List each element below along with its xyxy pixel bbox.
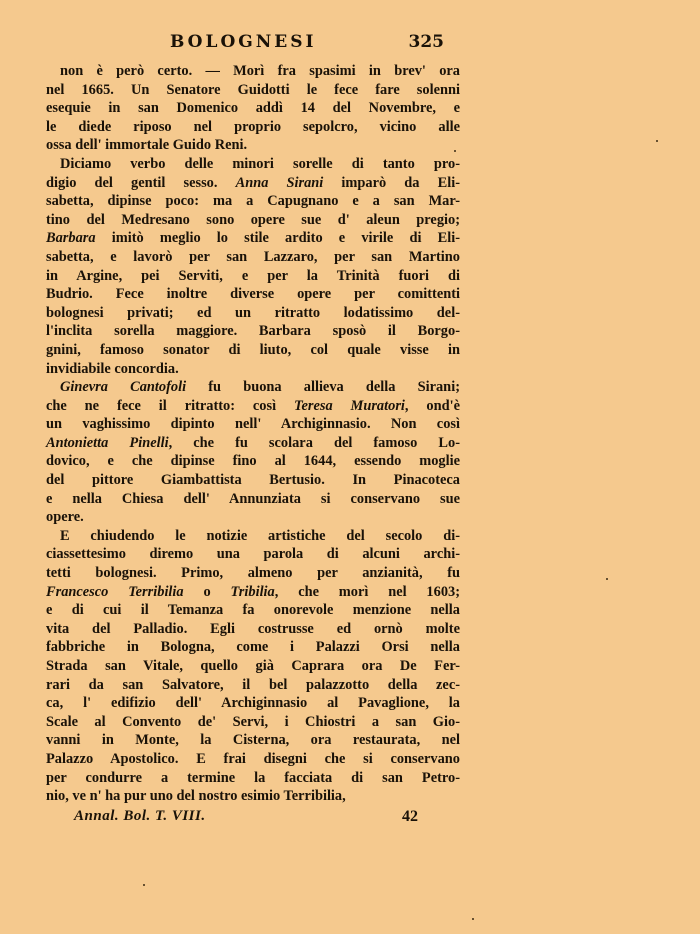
scan-speck (472, 918, 474, 920)
text-run: rari da san Salvatore, il bel palazzotto della zec- (46, 676, 460, 693)
text-line (46, 750, 460, 769)
running-head: BOLOGNESI (170, 32, 317, 52)
italic-name: Tribilia (230, 583, 275, 600)
text-run: ciassettesimo diremo una parola di alcuni archi- (46, 546, 460, 563)
text-run: , ond'è (404, 397, 460, 414)
text-line (46, 267, 460, 286)
italic-name: Antonietta Pinelli (46, 434, 169, 451)
text-line (46, 322, 460, 341)
text-run: e nella Chiesa dell' Annunziata si conservano sue (46, 490, 460, 507)
text-run: tino del Medresano sono opere sue d' aleun pregio; (46, 211, 460, 228)
text-line (46, 248, 460, 267)
text-line (46, 118, 460, 137)
text-line (46, 564, 460, 583)
text-run: esequie in san Domenico addì 14 del Novembre, e (46, 100, 460, 117)
italic-name: Francesco Terribilia (46, 583, 184, 600)
text-line (46, 229, 460, 248)
paragraph (46, 62, 460, 155)
text-run: l'inclita sorella maggiore. Barbara sposò il Borgo- (46, 323, 460, 340)
text-line (46, 192, 460, 211)
text-run: Diciamo verbo delle minori sorelle di tanto pro- (60, 155, 460, 172)
text-line (46, 397, 460, 416)
text-run: ossa dell' immortale Guido Reni. (46, 137, 248, 154)
text-line (46, 211, 460, 230)
text-line (46, 676, 460, 695)
text-line (46, 341, 460, 360)
text-run: , che fu scolara del famoso Lo- (168, 434, 460, 451)
text-run: tetti bolognesi. Primo, almeno per anzianità, fu (46, 565, 460, 582)
text-run: gnini, famoso sonator di liuto, col quale visse in (46, 341, 460, 358)
text-run: sabetta, dipinse poco: ma a Capugnano e a san Mar- (46, 193, 460, 210)
text-run: Palazzo Apostolico. E frai disegni che si conservano (46, 750, 460, 767)
italic-name: Teresa Muratori (294, 397, 405, 414)
text-line (46, 508, 460, 527)
scan-speck (606, 578, 608, 580)
text-line (46, 527, 460, 546)
page-number: 325 (408, 32, 444, 52)
text-run: digio del gentil sesso. (46, 174, 236, 191)
text-line (46, 471, 460, 490)
text-run: sabetta, e lavorò per san Lazzaro, per san Martino (46, 248, 460, 265)
text-line (46, 304, 460, 323)
text-line (46, 731, 460, 750)
text-line (46, 99, 460, 118)
paragraph (46, 527, 460, 806)
text-line (46, 657, 460, 676)
text-line (46, 694, 460, 713)
text-line (46, 490, 460, 509)
text-line (46, 787, 460, 806)
text-line (46, 155, 460, 174)
text-line (46, 601, 460, 620)
italic-name: Ginevra Cantofoli (60, 379, 187, 396)
text-run: E chiudendo le notizie artistiche del secolo di- (60, 527, 460, 544)
text-run: bolognesi privati; ed un ritratto lodatissimo del- (46, 304, 460, 321)
text-line (46, 545, 460, 564)
paragraph (46, 155, 460, 378)
text-line (46, 174, 460, 193)
sheet-number: 42 (402, 807, 418, 825)
text-run: Scale al Convento de' Servi, i Chiostri a san Gio- (46, 713, 460, 730)
text-line (46, 378, 460, 397)
text-run: imparò da Eli- (323, 174, 460, 191)
text-run: vanni in Monte, la Cisterna, ora restaurata, nel (46, 732, 460, 749)
text-run: del pittore Giambattista Bertusio. In Pinacoteca (46, 472, 460, 489)
text-run: opere. (46, 509, 84, 526)
text-line (46, 81, 460, 100)
text-run: non è però certo. — Morì fra spasimi in brev' ora (60, 63, 460, 79)
paragraph (46, 378, 460, 527)
book-page (46, 32, 460, 830)
text-run: che ne fece il ritratto: così (46, 397, 294, 414)
text-run: Budrio. Fece inoltre diverse opere per comittenti (46, 286, 460, 303)
text-run: le diede riposo nel proprio sepolcro, vicino alle (46, 118, 460, 135)
scan-speck (454, 150, 456, 152)
text-line (46, 452, 460, 471)
text-line (46, 583, 460, 602)
text-run: , che morì nel 1603; (274, 583, 461, 600)
text-run: o (183, 583, 231, 600)
italic-name: Barbara (46, 230, 96, 247)
text-run: un vaghissimo dipinto nell' Archiginnasio. Non così (46, 416, 460, 433)
text-line (46, 415, 460, 434)
text-line (46, 62, 460, 81)
text-run: dovico, e che dipinse fino al 1644, essendo moglie (46, 453, 460, 470)
text-run: in Argine, pei Serviti, e per la Trinità fuori di (46, 267, 460, 284)
page-header (46, 32, 460, 56)
signature-mark: Annal. Bol. T. VIII. (74, 807, 206, 824)
text-run: vita del Palladio. Egli costrusse ed ornò molte (46, 620, 460, 637)
text-run: invidiabile concordia. (46, 360, 179, 377)
text-run: nio, ve n' ha pur uno del nostro esimio Terribilia, (46, 788, 346, 805)
text-line (46, 285, 460, 304)
scan-speck (656, 140, 658, 142)
scan-speck (143, 884, 145, 886)
text-run: imitò meglio lo stile ardito e virile di Eli- (95, 230, 460, 247)
text-run: nel 1665. Un Senatore Guidotti le fece fare solenni (46, 81, 460, 98)
text-run: fu buona allieva della Sirani; (186, 379, 460, 396)
text-line (46, 434, 460, 453)
italic-name: Anna Sirani (235, 174, 324, 191)
text-line (46, 638, 460, 657)
text-line (46, 769, 460, 788)
text-line (46, 713, 460, 732)
text-run: fabbriche in Bologna, come i Palazzi Orsi nella (46, 639, 460, 656)
text-line (46, 620, 460, 639)
text-run: per condurre a termine la facciata di san Petro- (46, 769, 460, 786)
body-text (46, 62, 460, 806)
text-line (46, 136, 460, 155)
text-run: e di cui il Temanza fa onorevole menzione nella (46, 602, 460, 619)
text-run: Strada san Vitale, quello già Caprara ora De Fer- (46, 658, 460, 674)
text-line (46, 360, 460, 379)
text-run: ca, l' edifizio dell' Archiginnasio al Pavaglione, la (46, 695, 460, 712)
page-footer (46, 808, 460, 830)
